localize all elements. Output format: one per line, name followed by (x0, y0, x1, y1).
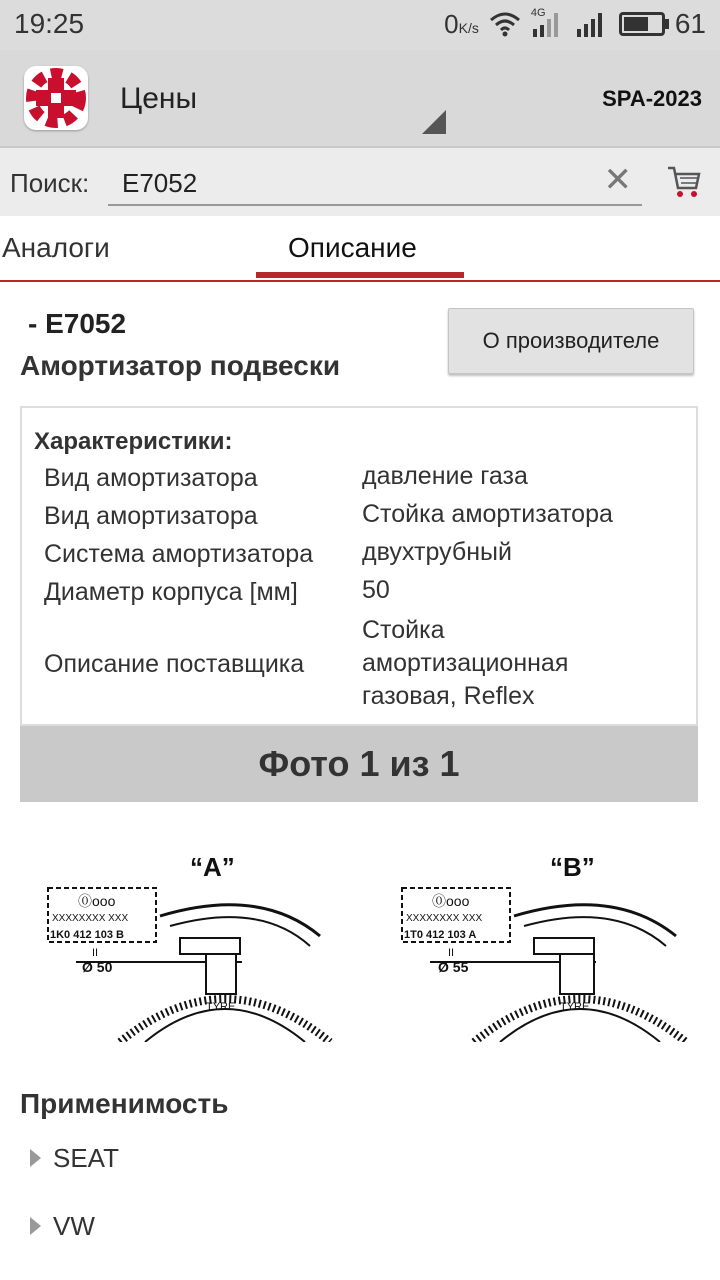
list-item-label: VW (53, 1210, 95, 1241)
expand-arrow-icon (30, 1217, 41, 1235)
part-name: Амортизатор подвески (20, 350, 341, 381)
diagram-diameter-a: Ø 50 (82, 959, 113, 975)
part-code: - E7052 (28, 308, 127, 339)
search-input-value[interactable]: E7052 (122, 168, 198, 198)
app-title[interactable]: Цены (120, 82, 198, 115)
red-cross-logo-icon[interactable] (24, 66, 88, 130)
network-speed-value: 0 (444, 8, 459, 39)
spec-key: Вид амортизатора (44, 464, 258, 492)
diagram-serial-a: XXXXXXXX XXX (52, 913, 129, 924)
diagram-mark-a: II (92, 947, 99, 959)
diagram-part-a: 1K0 412 103 B (50, 929, 124, 941)
spec-value: 50 (362, 576, 390, 604)
network-speed (444, 9, 479, 40)
signal-icon (575, 11, 609, 37)
tab-bar (0, 216, 720, 282)
cart-icon[interactable] (666, 164, 702, 200)
diagram-label-a: “A” (190, 852, 235, 882)
diagram-part-b: 1T0 412 103 A (404, 929, 477, 941)
app-bar (0, 50, 720, 146)
tab-description[interactable]: Описание (288, 232, 417, 263)
spec-key: Вид амортизатора (44, 502, 258, 530)
list-item-label: SEAT (53, 1142, 119, 1173)
network-speed-unit: K/s (458, 19, 479, 36)
search-bar (0, 146, 720, 218)
tab-analogs[interactable]: Аналоги (2, 232, 110, 263)
diagram-tyre-a: TYRE (206, 1001, 236, 1013)
diagram-serial-b: XXXXXXXX XXX (406, 913, 483, 924)
spec-key: Система амортизатора (44, 540, 314, 568)
photo-caption: Фото 1 из 1 (20, 726, 698, 802)
spec-value: Стойка амортизационная газовая, Reflex (362, 616, 569, 710)
list-item[interactable] (30, 1206, 95, 1246)
search-label: Поиск: (10, 168, 90, 198)
app-code: SPA-2023 (602, 86, 702, 111)
search-input[interactable] (108, 158, 642, 206)
status-icons (444, 8, 706, 40)
applicability-title: Применимость (20, 1088, 229, 1119)
spec-value: двухтрубный (362, 538, 512, 566)
network-type-label: 4G (530, 7, 546, 19)
shock-absorber-diagram[interactable] (20, 826, 700, 1042)
diagram-diameter-b: Ø 55 (438, 959, 469, 975)
spec-key: Описание поставщика (44, 650, 305, 678)
dropdown-triangle-icon[interactable] (422, 110, 446, 134)
cellular-4g-icon (530, 7, 565, 37)
diagram-tyre-b: TYRE (560, 1001, 590, 1013)
close-icon[interactable]: ✕ (603, 161, 632, 199)
expand-arrow-icon (30, 1149, 41, 1167)
spec-value: Стойка амортизатора (362, 500, 613, 528)
diagram-label-b: “B” (550, 852, 595, 882)
battery-level: 61 (674, 8, 706, 39)
manufacturer-button[interactable]: О производителе (448, 308, 694, 374)
spec-key: Диаметр корпуса [мм] (44, 578, 298, 606)
svg-text:⓪ᴏᴏᴏ: ⓪ᴏᴏᴏ (432, 893, 470, 909)
status-bar (0, 0, 720, 50)
battery-icon (619, 12, 665, 36)
spec-value: давление газа (362, 462, 528, 490)
tab-active-indicator (256, 272, 464, 278)
svg-text:⓪ᴏᴏᴏ: ⓪ᴏᴏᴏ (78, 893, 116, 909)
wifi-icon (489, 11, 521, 37)
specs-panel (20, 406, 698, 726)
specs-title: Характеристики: (34, 428, 233, 455)
status-time: 19:25 (14, 8, 85, 39)
diagram-mark-b: II (448, 947, 455, 959)
list-item[interactable] (30, 1138, 119, 1178)
